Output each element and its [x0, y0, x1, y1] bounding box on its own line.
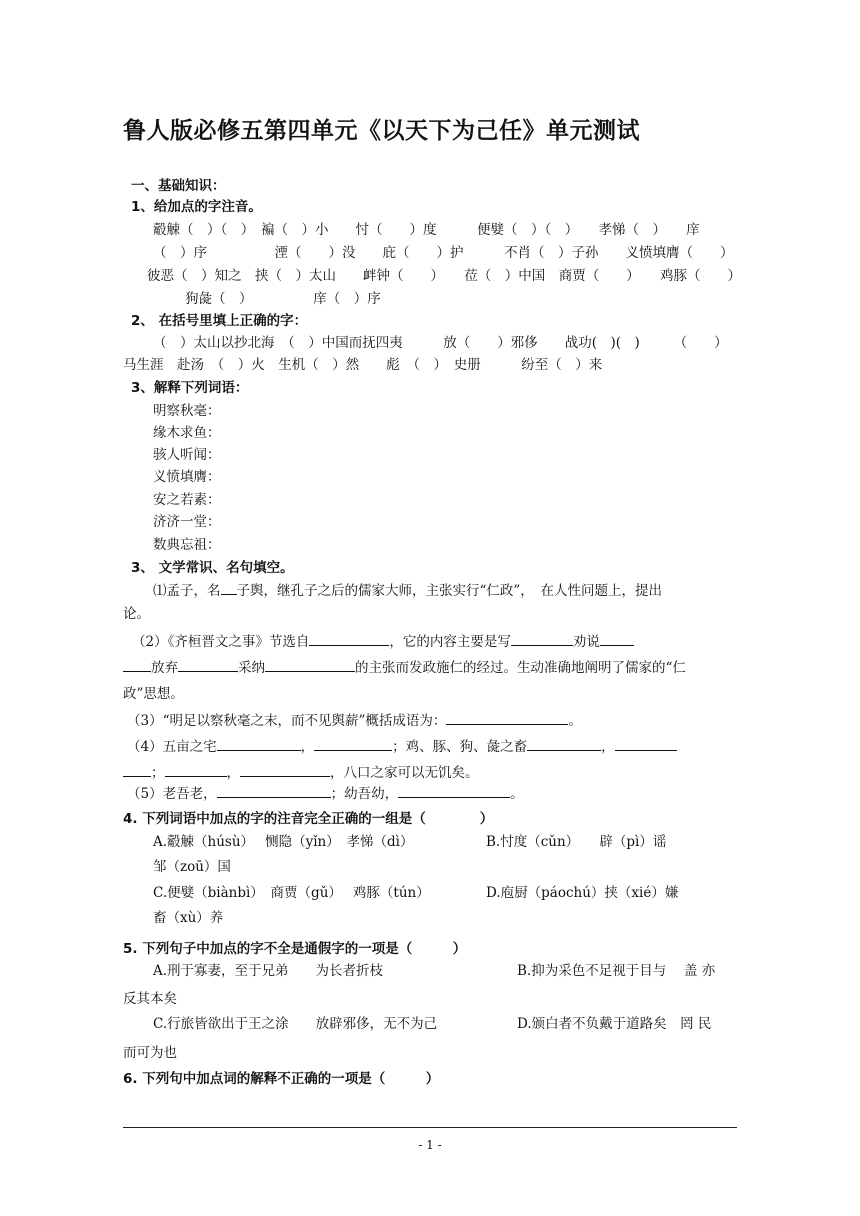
answer-blank[interactable]	[221, 582, 237, 595]
term-item: 明察秋毫：	[153, 403, 221, 419]
answer-blank[interactable]	[446, 712, 568, 725]
q1-heading: 1、给加点的字注音。	[131, 199, 262, 215]
fill-line-1b: 论。	[123, 606, 150, 622]
fill-line-4: （4）五亩之宅 ， ；鸡、豚、狗、彘之畜 ，	[127, 738, 677, 756]
term-item: 安之若素：	[153, 492, 221, 508]
fill-line-1: ⑴孟子，名 子舆，继孔子之后的儒家大师，主张实行“仁政”， 在人性问题上，提出	[153, 583, 663, 599]
option-d-cont: 而可为也	[123, 1045, 177, 1061]
answer-blank[interactable]	[240, 764, 330, 777]
answer-blank[interactable]	[314, 738, 392, 751]
q1-line-3: 彼恶（ ）知之 挟（ ）太山 衅钟（ ） 莅（ ）中国 商贾（ ） 鸡豚（ ）	[147, 268, 741, 284]
answer-blank[interactable]	[178, 659, 238, 672]
fill-line-2: （2）《齐桓晋文之事》节选自 ，它的内容主要是写 劝说	[132, 633, 634, 651]
q5-heading: 5. 下列句子中加点的字不全是通假字的一项是（ ）	[123, 941, 467, 957]
fill-line-5: （5）老吾老， ；幼吾幼， 。	[127, 786, 524, 802]
fill-line-2c: 政”思想。	[123, 686, 184, 702]
term-item: 骇人听闻：	[153, 447, 221, 463]
answer-blank[interactable]	[123, 659, 151, 672]
q2-line-2: 马生涯 赴汤 （ ）火 生机（ ）然 彪 （ ） 史册 纷至（ ）来	[123, 357, 603, 373]
answer-blank[interactable]	[217, 738, 301, 751]
answer-blank[interactable]	[600, 633, 634, 646]
term-item: 缘木求鱼：	[153, 425, 221, 441]
answer-blank[interactable]	[398, 785, 510, 798]
q1-line-2: （ ）序 湮（ ）没 庇（ ）护 不肖（ ）子孙 义愤填膺（ ）	[153, 245, 734, 261]
option-b-cont: 反其本矣	[123, 991, 177, 1007]
fill-line-3: （3）“明足以察秋毫之末，而不见舆薪”概括成语为： 。	[127, 713, 582, 729]
q1-line-1: 觳觫（ ）（ ） 褊（ ）小 忖（ ）度 便嬖（ ）（ ） 孝悌（ ） 庠	[153, 222, 700, 238]
answer-blank[interactable]	[123, 764, 151, 777]
fill-line-2b: 放弃 采纳 的主张而发政施仁的经过。生动准确地阐明了儒家的“仁	[123, 659, 686, 677]
option-d[interactable]: D.庖厨（páochú）挟（xié）嫌	[486, 885, 679, 901]
q3-heading: 3、解释下列词语：	[131, 380, 249, 396]
fill-line-4b: ； ， ，八口之家可以无饥矣。	[123, 764, 479, 782]
q2-line-1: （ ）太山以抄北海 （ ）中国而抚四夷 放（ ）邪侈 战功( )( ) （ ）	[153, 335, 728, 351]
option-c[interactable]: C.便嬖（biànbì） 商贾（gǔ） 鸡豚（tún）	[153, 885, 430, 901]
section-heading: 一、基础知识：	[131, 178, 226, 194]
option-d-cont: 畜（xù）养	[153, 910, 224, 926]
answer-blank[interactable]	[309, 633, 389, 646]
answer-blank[interactable]	[615, 738, 677, 751]
q6-heading: 6. 下列句中加点词的解释不正确的一项是（ ）	[123, 1071, 440, 1087]
answer-blank[interactable]	[511, 633, 573, 646]
footer-divider	[123, 1127, 737, 1128]
answer-blank[interactable]	[165, 764, 227, 777]
answer-blank[interactable]	[217, 785, 331, 798]
page-title: 鲁人版必修五第四单元《以天下为己任》单元测试	[123, 118, 640, 144]
term-item: 济济一堂：	[153, 514, 221, 530]
q1-line-4: 狗彘（ ） 庠（ ）序	[185, 291, 381, 307]
option-a[interactable]: A.觳觫（húsù） 恻隐（yǐn） 孝悌（dì）	[153, 834, 414, 850]
option-a[interactable]: A.刑于寡妻，至于兄弟 为长者折枝	[153, 963, 384, 979]
option-b[interactable]: B.忖度（cǔn） 辟（pì）谣	[486, 834, 667, 850]
term-item: 义愤填膺：	[153, 469, 221, 485]
option-b[interactable]: B.抑为采色不足视于目与 盖 亦	[517, 963, 716, 979]
answer-blank[interactable]	[527, 738, 601, 751]
q2-heading: 2、 在括号里填上正确的字：	[131, 313, 308, 329]
option-b-cont: 邹（zoū）国	[153, 859, 231, 875]
q4-heading: 4. 下列词语中加点的字的注音完全正确的一组是（ ）	[123, 811, 494, 827]
option-c[interactable]: C.行旅皆欲出于王之涂 放辟邪侈，无不为己	[153, 1016, 438, 1032]
q3b-heading: 3、 文学常识、名句填空。	[131, 560, 294, 576]
option-d[interactable]: D.颁白者不负戴于道路矣 罔 民	[517, 1016, 712, 1032]
answer-blank[interactable]	[265, 659, 355, 672]
term-item: 数典忘祖：	[153, 537, 221, 553]
page-number: - 1 -	[418, 1138, 442, 1152]
